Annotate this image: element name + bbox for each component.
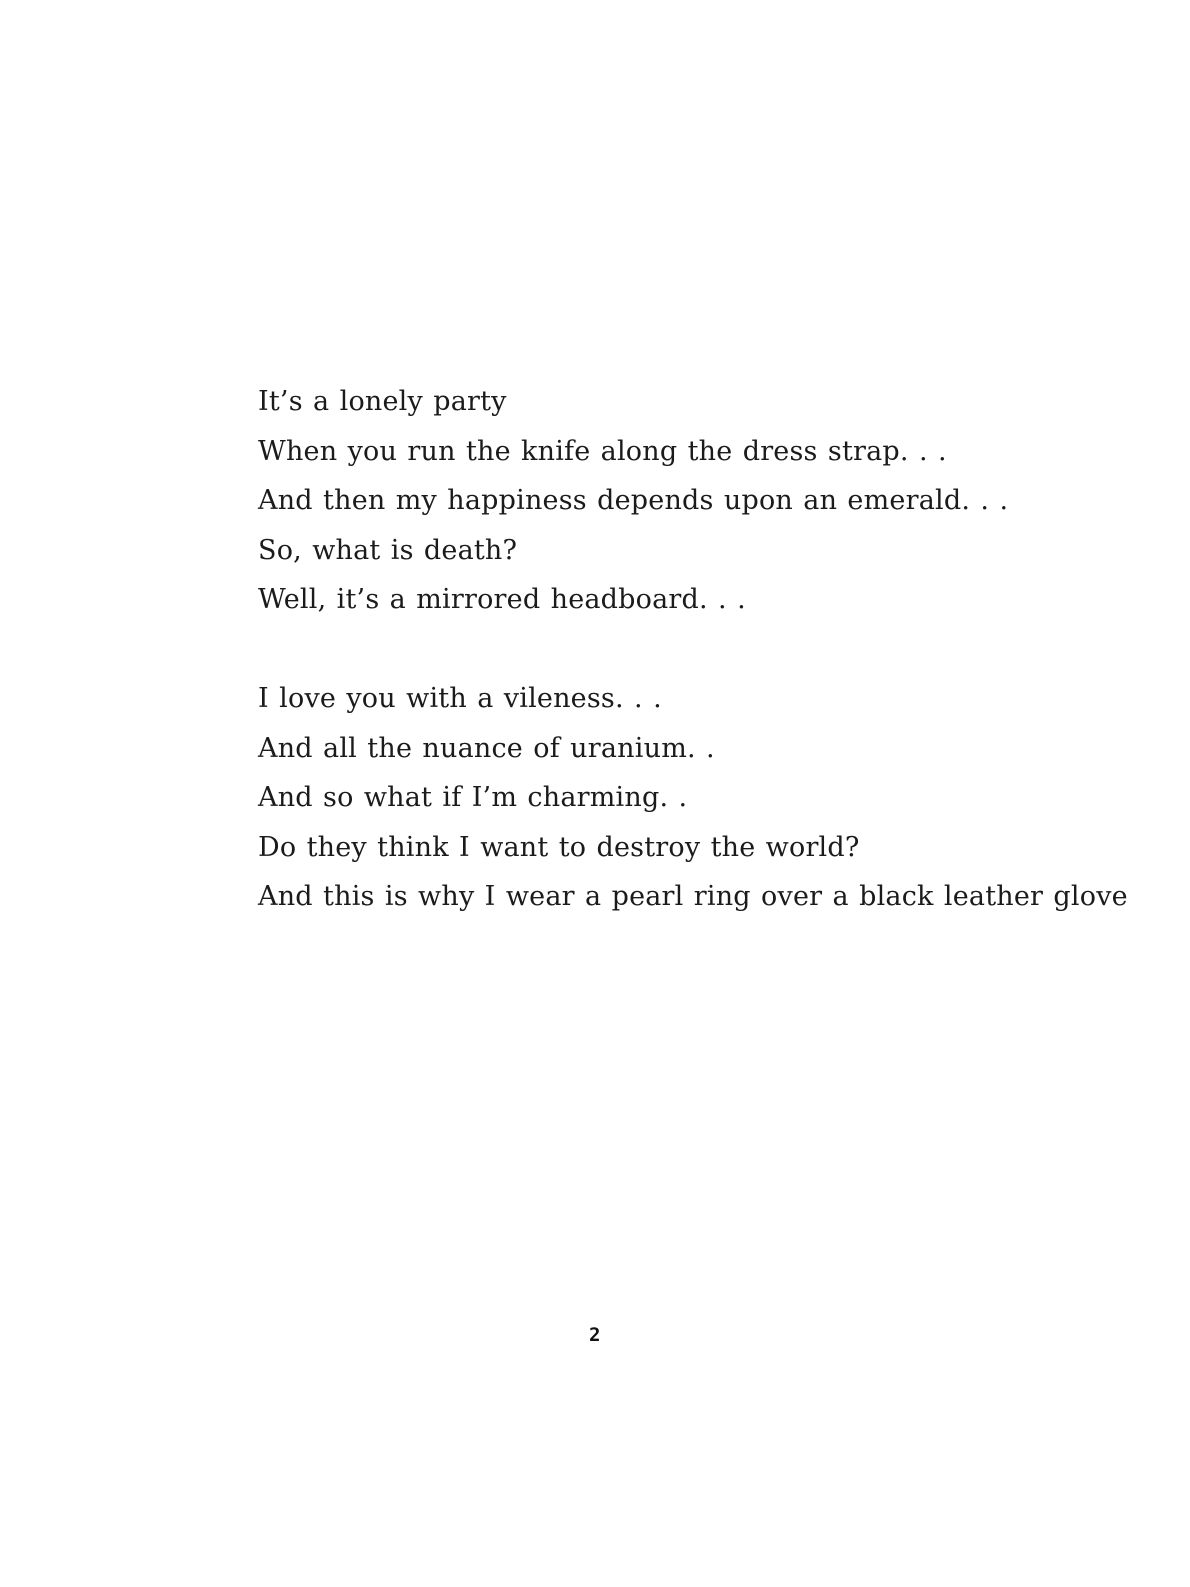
poem-line: And so what if I’m charming. . <box>258 782 688 813</box>
poem-line: When you run the knife along the dress strap. . . <box>258 435 947 467</box>
poem-line: Do they think I want to destroy the world? <box>258 831 860 863</box>
poem-line: And this is why I wear a pearl ring over a black leather glove <box>258 881 1128 912</box>
poem-line: So, what is death? <box>258 534 518 566</box>
poem-stanza-1 <box>258 377 1100 625</box>
poem-line: Well, it’s a mirrored headboard. . . <box>258 584 746 615</box>
poem-line: And all the nuance of uranium. . <box>258 732 715 764</box>
poem-line: And then my happiness depends upon an emerald. . . <box>258 485 1009 516</box>
poem-body <box>258 377 1128 922</box>
poem-line: I love you with a vileness. . . <box>258 683 662 714</box>
poem-line: It’s a lonely party <box>258 386 507 417</box>
page-number: 2 <box>589 1324 601 1346</box>
poem-stanza-2 <box>258 674 1128 922</box>
